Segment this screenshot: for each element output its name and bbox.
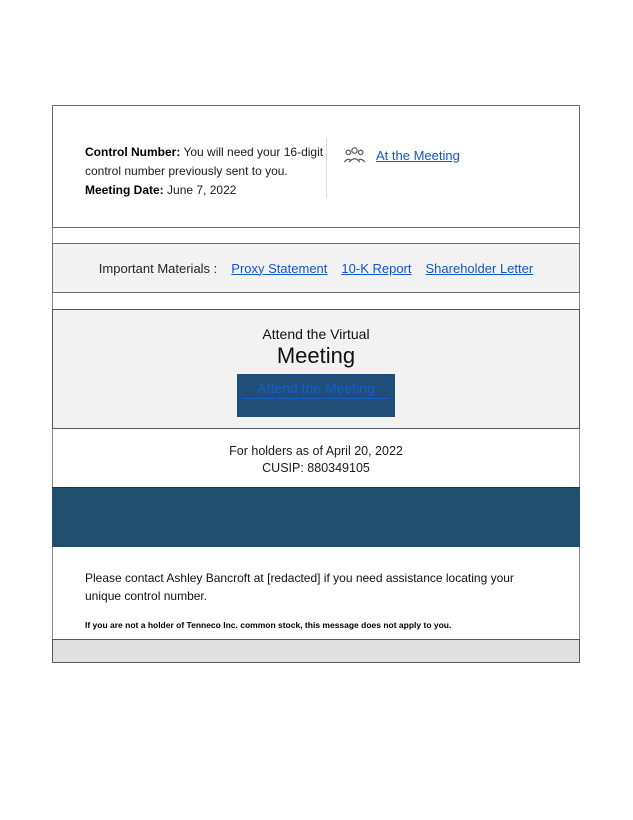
dark-blue-band bbox=[52, 487, 580, 547]
attend-heading-line2: Meeting bbox=[276, 343, 356, 368]
control-number-info-box bbox=[52, 105, 580, 228]
holders-info-section bbox=[52, 429, 580, 487]
control-number-label: Control Number: bbox=[85, 145, 181, 159]
people-group-icon bbox=[343, 146, 366, 164]
proxy-statement-link[interactable]: Proxy Statement bbox=[231, 260, 328, 276]
spacer-strip bbox=[52, 293, 580, 309]
meeting-date-label: Meeting Date: bbox=[85, 183, 164, 197]
attend-the-meeting-button[interactable] bbox=[237, 374, 395, 417]
at-the-meeting-link[interactable]: At the Meeting bbox=[376, 147, 460, 163]
attend-the-meeting-button-link[interactable]: Attend the Meeting bbox=[242, 380, 390, 399]
control-number-text: You will need your 16-digit control number previously sent to you. bbox=[85, 145, 324, 178]
footer-gray-band bbox=[52, 639, 580, 663]
non-holder-disclaimer: If you are not a holder of Tenneco Inc. common stock, this message does not apply to you. bbox=[85, 620, 452, 630]
at-the-meeting-block bbox=[343, 146, 460, 164]
ten-k-report-link[interactable]: 10-K Report bbox=[341, 260, 412, 276]
attend-heading-line1: Attend the Virtual bbox=[262, 326, 370, 342]
shareholder-letter-link[interactable]: Shareholder Letter bbox=[425, 260, 534, 276]
holders-as-of-line: For holders as of April 20, 2022 bbox=[229, 444, 403, 458]
attend-virtual-meeting-section bbox=[52, 309, 580, 429]
vertical-divider bbox=[326, 138, 327, 198]
important-materials-label: Important Materials : bbox=[98, 260, 218, 276]
contact-text: Please contact Ashley Bancroft at [redacted] if you need assistance locating your unique control number. bbox=[85, 571, 514, 603]
spacer-strip bbox=[52, 228, 580, 243]
cusip-line: CUSIP: 880349105 bbox=[262, 461, 370, 475]
important-materials-row bbox=[52, 243, 580, 293]
control-number-text-block bbox=[85, 143, 347, 200]
contact-section bbox=[52, 547, 580, 639]
meeting-notice-document bbox=[52, 105, 580, 663]
meeting-date-value: June 7, 2022 bbox=[163, 183, 237, 197]
